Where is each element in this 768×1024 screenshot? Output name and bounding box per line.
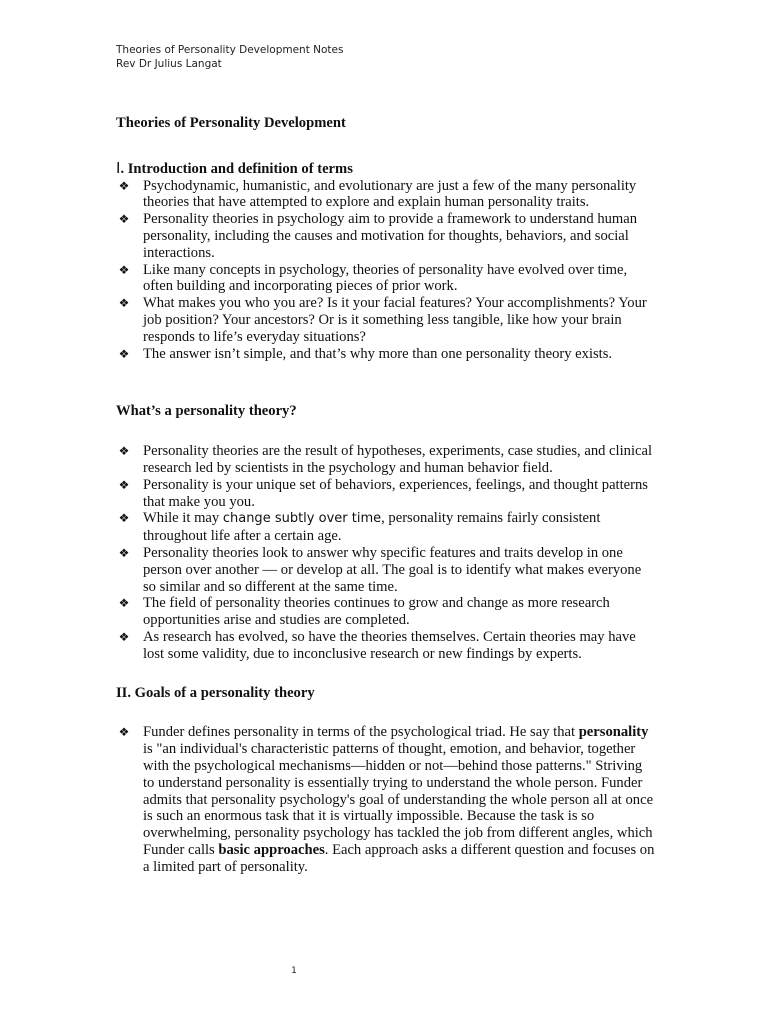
list-item <box>116 510 656 545</box>
diamond-bullet-icon: ❖ <box>118 477 130 492</box>
list-item <box>116 595 656 629</box>
bullet-text: What makes you who you are? Is it your facial features? Your accomplishments? Your job position? Your ancestors? Or is it something less tangible, like how your brain responds to life’s everyday situations? <box>143 295 647 345</box>
list-item <box>116 211 656 261</box>
basic-approaches-term: basic approaches <box>218 841 325 858</box>
intro-roman-numeral: I <box>116 158 121 177</box>
funder-text-2: is "an individual's characteristic patterns of thought, emotion, and behavior, together with the psychological mechanisms—hidden or not—behind those patterns." Striving to understand personality is essentially trying to understand the whole person. Funder admits that personality psychology's goal of understanding the whole person all at once is such an enormous task that it is virtually impossible. Because the task is so overwhelming, personality psychology has tackled the job from different angles, which Funder calls <box>143 741 654 858</box>
diamond-bullet-icon: ❖ <box>118 545 130 560</box>
diamond-bullet-icon: ❖ <box>118 444 130 459</box>
list-item <box>116 477 656 511</box>
diamond-bullet-icon: ❖ <box>118 725 130 740</box>
diamond-bullet-icon: ❖ <box>118 262 130 277</box>
bullet-text-pre: While it may <box>143 510 223 527</box>
bullet-text: Psychodynamic, humanistic, and evolutionary are just a few of the many personality theories that have attempted to explore and explain human personality traits. <box>143 177 637 211</box>
list-item <box>116 724 656 875</box>
change-subtly-link[interactable]: change subtly over time <box>222 511 382 527</box>
list-item <box>116 295 656 345</box>
intro-bullet-list <box>116 178 656 363</box>
what-is-theory-bullet-list <box>116 443 656 662</box>
goals-heading: II. Goals of a personality theory <box>116 684 315 701</box>
header-author: Rev Dr Julius Langat <box>116 58 222 70</box>
list-item <box>116 443 656 477</box>
list-item <box>116 262 656 296</box>
intro-heading <box>116 160 656 178</box>
diamond-bullet-icon: ❖ <box>118 212 130 227</box>
page-header <box>116 43 343 71</box>
list-item <box>116 629 656 663</box>
diamond-bullet-icon: ❖ <box>118 629 130 644</box>
list-item <box>116 545 656 595</box>
funder-text-1: Funder defines personality in terms of the psychological triad. He say that <box>143 724 579 741</box>
bullet-text: As research has evolved, so have the theories themselves. Certain theories may have lost some validity, due to inconclusive research or new findings by experts. <box>143 628 636 662</box>
list-item <box>116 178 656 212</box>
bullet-text: The field of personality theories continues to grow and change as more research opportunities arise and studies are completed. <box>143 595 610 629</box>
bullet-text: The answer isn’t simple, and that’s why more than one personality theory exists. <box>143 345 613 362</box>
diamond-bullet-icon: ❖ <box>118 596 130 611</box>
list-item <box>116 346 656 363</box>
bullet-text: Personality theories look to answer why specific features and traits develop in one person over another — or develop at all. The goal is to identify what makes everyone so similar and so different at the same time. <box>143 544 642 595</box>
bullet-text-post: , personality remains fairly consistent throughout life after a certain age. <box>143 510 601 545</box>
personality-term: personality <box>578 724 649 741</box>
what-is-theory-heading: What’s a personality theory? <box>116 403 297 420</box>
diamond-bullet-icon: ❖ <box>118 511 130 526</box>
bullet-text: Personality is your unique set of behaviors, experiences, feelings, and thought patterns that make you you. <box>143 476 648 510</box>
diamond-bullet-icon: ❖ <box>118 346 130 361</box>
bullet-text: Like many concepts in psychology, theories of personality have evolved over time, often building and incorporating pieces of prior work. <box>143 261 628 295</box>
diamond-bullet-icon: ❖ <box>118 296 130 311</box>
document-body <box>116 115 656 875</box>
header-doc-title: Theories of Personality Development Notes <box>116 44 344 56</box>
funder-text-3: . Each approach asks a different question and focuses on a limited part of personality. <box>143 841 655 875</box>
page-number: 1 <box>291 966 297 976</box>
bullet-text: Personality theories in psychology aim to provide a framework to understand human personality, including the causes and motivation for thoughts, behaviors, and social interactions. <box>143 211 638 261</box>
document-title: Theories of Personality Development <box>116 115 346 131</box>
goals-bullet-list <box>116 724 656 875</box>
intro-heading-text: . Introduction and definition of terms <box>120 160 353 177</box>
diamond-bullet-icon: ❖ <box>118 178 130 193</box>
bullet-text: Personality theories are the result of hypotheses, experiments, case studies, and clinical research led by scientists in the psychology and human behavior field. <box>143 443 653 476</box>
